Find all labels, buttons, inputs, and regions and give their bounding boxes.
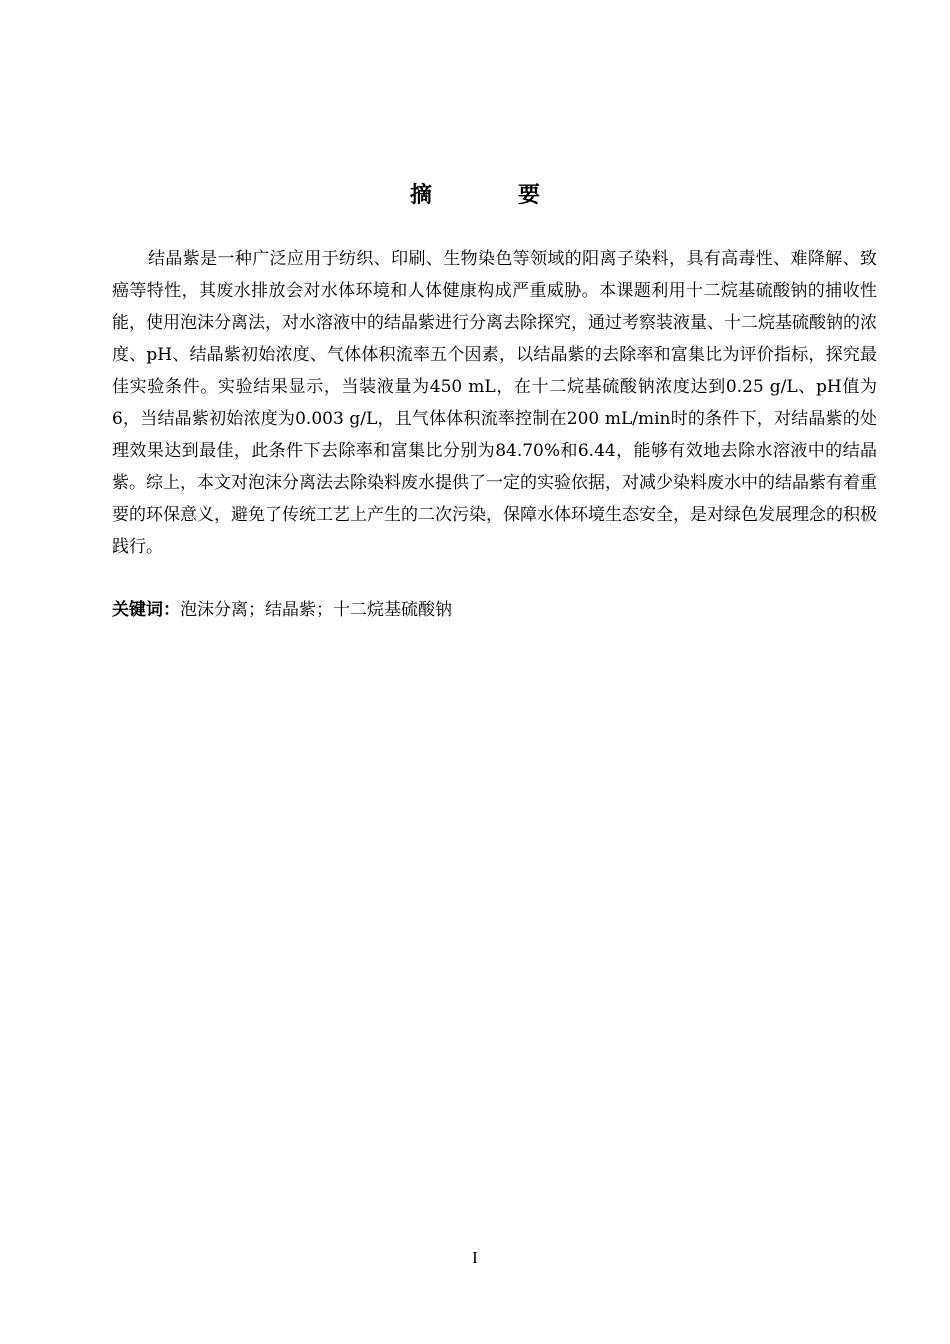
page-number: I [472, 1248, 478, 1267]
abstract-body: 结晶紫是一种广泛应用于纺织、印刷、生物染色等领域的阳离子染料，具有高毒性、难降解、致癌等特性，其废水排放会对水体环境和人体健康构成严重威胁。本课题利用十二烷基硫酸钠的捕收性能，使用泡沫分离法，对水溶液中的结晶紫进行分离去除探究，通过考察装液量、十二烷基硫酸钠的浓度、pH、结晶紫初始浓度、气体体积流率五个因素，以结晶紫的去除率和富集比为评价指标，探究最佳实验条件。实验结果显示，当装液量为450 mL，在十二烷基硫酸钠浓度达到0.25 g/L、pH值为6，当结晶紫初始浓度为0.003 g/L，且气体体积流率控制在200 mL/min时的条件下，对结晶紫的处理效果达到最佳，此条件下去除率和富集比分别为84.70%和6.44，能够有效地去除水溶液中的结晶紫。综上，本文对泡沫分离法去除染料废水提供了一定的实验依据，对减少染料废水中的结晶紫有着重要的环保意义，避免了传统工艺上产生的二次污染，保障水体环境生态安全，是对绿色发展理念的积极践行。 [112, 249, 877, 557]
keywords-line [112, 594, 877, 626]
abstract-title: 摘 要 [409, 182, 572, 208]
keywords-value: 泡沫分离；结晶紫；十二烷基硫酸钠 [180, 600, 452, 620]
keywords-label: 关键词： [112, 600, 180, 620]
